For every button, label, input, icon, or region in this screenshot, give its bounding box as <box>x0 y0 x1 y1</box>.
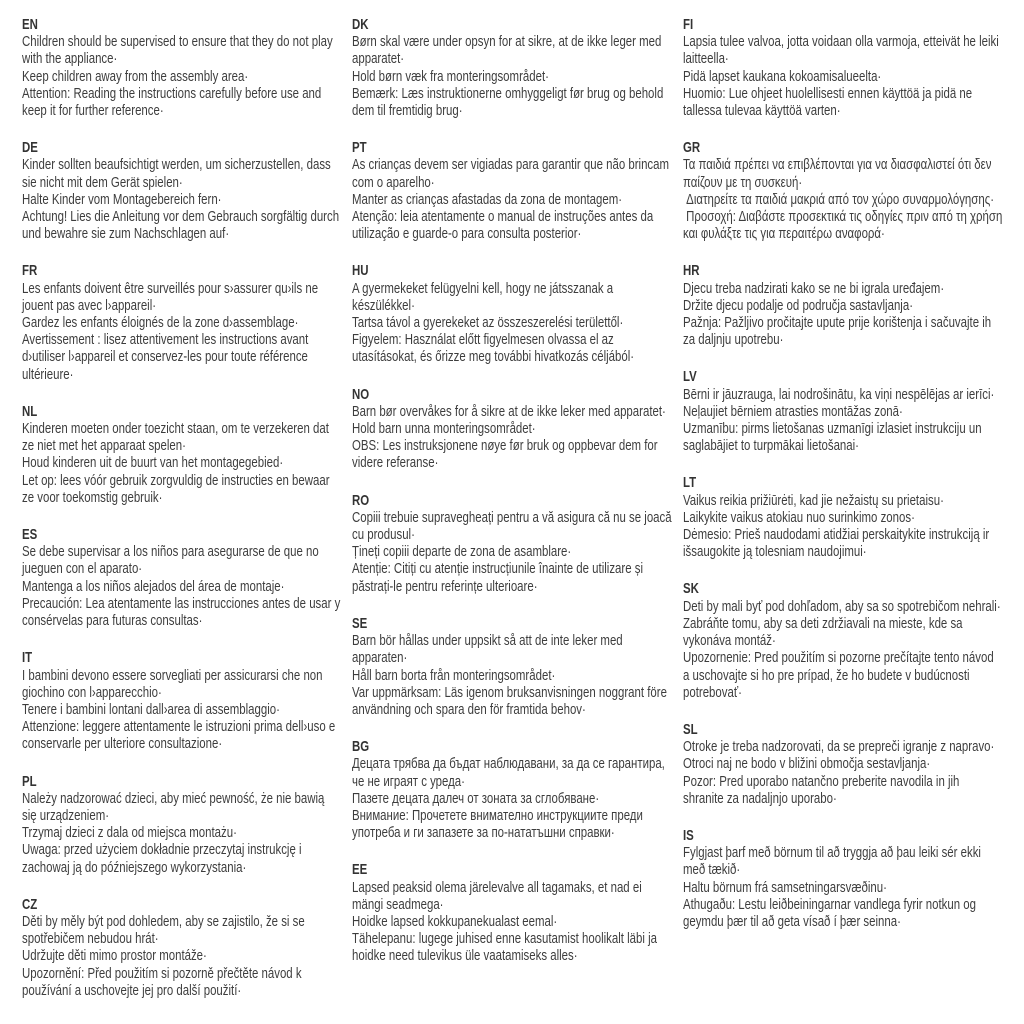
language-section-sl <box>683 721 1003 807</box>
language-code-heading: RO <box>352 491 370 509</box>
instruction-sentence: Upozornění: Před použitím si pozorně přečtěte návod k používání a uschovejte jej pro další použití· <box>22 964 305 999</box>
instruction-sentence: Let op: lees vóór gebruik zorgvuldig de instructies en bewaar ze voor toekomstig gebruik· <box>22 471 333 506</box>
instruction-sentence: Copiii trebuie supravegheați pentru a vă asigura că nu se joacă cu produsul· <box>352 508 675 544</box>
language-section-pt <box>352 139 672 242</box>
instruction-sentence: Håll barn borta från monteringsområdet· <box>352 666 556 684</box>
language-section-no <box>352 386 672 472</box>
language-section-hu <box>352 262 672 365</box>
language-code-heading: EN <box>22 16 38 33</box>
language-code-heading: LT <box>683 474 697 492</box>
language-section-ee <box>352 861 672 964</box>
language-section-hr <box>683 262 1003 348</box>
instruction-sentence: Lapsia tulee valvoa, jotta voidaan olla varmoja, etteivät he leiki laitteella· <box>683 33 1002 68</box>
instruction-sentence: Lapsed peaksid olema järelevalve all tagamaks, et nad ei mängi seadmega· <box>352 878 645 913</box>
instruction-sentence: Uzmanību: pirms lietošanas uzmanīgi izlasiet instrukciju un saglabājiet to turpmākai lietošanai· <box>683 420 985 455</box>
language-section-sk <box>683 580 1003 700</box>
language-code-heading: IT <box>22 649 33 667</box>
instruction-sentence: Se debe supervisar a los niños para asegurarse de que no jueguen con el aparato· <box>22 543 322 578</box>
language-code-heading: SK <box>683 580 699 598</box>
instruction-sentence: Atenção: leia atentamente o manual de instruções antes da utilização e guarde-o para consulta posterior· <box>352 208 657 243</box>
instruction-sentence: Vaikus reikia prižiūrėti, kad jie nežaistų su prietaisu· <box>683 491 944 509</box>
instruction-sentence: Bemærk: Læs instruktionerne omhyggeligt før brug og behold dem til fremtidig brug· <box>352 84 667 120</box>
instruction-sentence: Keep children away from the assembly area· <box>22 67 249 85</box>
language-code-heading: LV <box>683 368 697 386</box>
instruction-sentence: Należy nadzorować dzieci, aby mieć pewność, że nie bawią się urządzeniem· <box>22 789 328 824</box>
instruction-sentence: Athugaðu: Lestu leiðbeiningarnar vandlega fyrir notkun og geymdu þær til að geta vísað í þær seinna· <box>683 895 980 930</box>
instruction-sentence: Внимание: Прочетете внимателно инструкциите преди употреба и ги запазете за по-нататъшни справки· <box>352 806 647 842</box>
instruction-sentence: Udržujte děti mimo prostor montáže· <box>22 947 207 965</box>
language-code-heading: SL <box>683 720 698 738</box>
instruction-sentence: Halte Kinder vom Montagebereich fern· <box>22 190 222 208</box>
instruction-sentence: Neļaujiet bērniem atrasties montāžas zonā· <box>683 402 903 420</box>
instruction-sentence: Barn bør overvåkes for å sikre at de ikke leker med apparatet· <box>352 402 666 420</box>
instruction-sentence: Προσοχή: Διαβάστε προσεκτικά τις οδηγίες πριν από τη χρήση και φυλάξτε τις για περαιτέρω αναφορά· <box>683 208 1006 243</box>
language-section-lt <box>683 474 1003 560</box>
instruction-sentence: Tähelepanu: lugege juhised enne kasutamist hoolikalt läbi ja hoidke need tulevikus üle vaatamiseks alles· <box>352 930 661 965</box>
language-code-heading: PT <box>352 139 367 157</box>
instruction-sentence: A gyermekeket felügyelni kell, hogy ne játsszanak a készülékkel· <box>352 279 617 314</box>
instruction-sentence: Atenție: Citiți cu atenție instrucțiunile înainte de utilizare și păstrați-le pentru referințe ulterioare· <box>352 560 647 595</box>
instruction-sentence: I bambini devono essere sorvegliati per assicurarsi che non giochino con l›apparecchio· <box>22 666 326 701</box>
instruction-sentence: Kinder sollten beaufsichtigt werden, um sicherzustellen, dass sie nicht mit dem Gerät spielen· <box>22 156 334 191</box>
instruction-sentence: Deti by mali byť pod dohľadom, aby sa so spotrebičom nehrali· <box>683 597 1001 615</box>
language-code-heading: IS <box>683 826 694 844</box>
instruction-sentence: Houd kinderen uit de buurt van het montagegebied· <box>22 454 284 472</box>
language-section-nl <box>22 403 342 506</box>
instruction-sentence: Børn skal være under opsyn for at sikre, at de ikke leger med apparatet· <box>352 33 665 68</box>
instruction-sentence: Hold børn væk fra monteringsområdet· <box>352 67 549 85</box>
language-section-bg <box>352 738 672 841</box>
instruction-sentence: Fylgjast þarf með börnum til að tryggja að þau leiki sér ekki með tækið· <box>683 844 985 879</box>
instruction-sentence: Haltu börnum frá samsetningarsvæðinu· <box>683 878 887 896</box>
instruction-sentence: Děti by měly být pod dohledem, aby se zajistilo, že si se spotřebičem nebudou hrát· <box>22 912 308 948</box>
language-section-ro <box>352 491 675 595</box>
language-column <box>683 16 1006 950</box>
instruction-sentence: Uwaga: przed użyciem dokładnie przeczytaj instrukcję i zachowaj ją do późniejszego wykorzystania· <box>22 841 305 876</box>
instruction-sentence: Precaución: Lea atentamente las instrucciones antes de usar y consérvelas para futuras consultas· <box>22 594 344 630</box>
language-code-heading: FI <box>683 16 694 33</box>
instruction-sentence: Otroke je treba nadzorovati, da se prepreči igranje z napravo· <box>683 738 995 756</box>
instruction-sentence: Hold barn unna monteringsområdet· <box>352 420 536 438</box>
language-section-se <box>352 615 672 718</box>
language-section-de <box>22 139 342 242</box>
instruction-sentence: Les enfants doivent être surveillés pour s›assurer qu›ils ne jouent pas avec l›appareil· <box>22 279 322 314</box>
language-column <box>22 16 342 1019</box>
instruction-sentence: Τα παιδιά πρέπει να επιβλέπονται για να διασφαλιστεί ότι δεν παίζουν με τη συσκευή· <box>683 156 995 191</box>
instruction-sentence: Children should be supervised to ensure that they do not play with the appliance· <box>22 33 336 68</box>
language-section-lv <box>683 368 1003 454</box>
language-code-heading: ES <box>22 526 38 544</box>
instruction-sentence: Attenzione: leggere attentamente le istruzioni prima dell›uso e conservarle per ulteriore consultazione· <box>22 718 339 753</box>
language-section-dk <box>352 16 672 119</box>
instruction-sentence: Avertissement : lisez attentivement les instructions avant d›utiliser l›appareil et conservez-les pour toute référence ultérieure· <box>22 331 312 383</box>
instruction-sentence: Διατηρείτε τα παιδιά μακριά από τον χώρο συναρμολόγησης· <box>683 190 995 208</box>
language-section-cz <box>22 896 342 999</box>
language-section-it <box>22 649 342 752</box>
instruction-sentence: Pažnja: Pažljivo pročitajte upute prije korištenja i sačuvajte ih za daljnju upotrebu· <box>683 314 995 349</box>
instruction-sentence: Gardez les enfants éloignés de la zone d›assemblage· <box>22 314 299 332</box>
instruction-sentence: Laikykite vaikus atokiau nuo surinkimo zonos· <box>683 508 915 526</box>
instruction-sentence: Upozornenie: Pred použitím si pozorne prečítajte tento návod a uschovajte si ho pre prípad, že ho budete v budúcnosti potrebovať· <box>683 649 997 701</box>
instruction-sentence: Manter as crianças afastadas da zona de montagem· <box>352 190 623 208</box>
instruction-sentence: Bērni ir jāuzrauga, lai nodrošinātu, ka viņi nespēlējas ar ierīci· <box>683 385 995 403</box>
instruction-sentence: Figyelem: Használat előtt figyelmesen olvassa el az utasításokat, és őrizze meg további hivatkozás céljából· <box>352 331 635 366</box>
language-code-heading: FR <box>22 262 38 280</box>
language-section-fr <box>22 262 342 382</box>
instruction-sentence: Țineți copiii departe de zona de asamblare· <box>352 543 572 561</box>
instruction-sentence: Achtung! Lies die Anleitung vor dem Gebrauch sorgfältig durch und bewahre sie zum Nachschlagen auf· <box>22 208 343 243</box>
language-code-heading: CZ <box>22 895 38 913</box>
instruction-sentence: Kinderen moeten onder toezicht staan, om te verzekeren dat ze niet met het apparaat spelen· <box>22 420 333 455</box>
instruction-sentence: Var uppmärksam: Läs igenom bruksanvisningen noggrant före användning och spara den för framtida behov· <box>352 683 671 718</box>
instruction-sentence: Huomio: Lue ohjeet huolellisesti ennen käyttöä ja pidä ne tallessa tulevaa käyttöä varten· <box>683 84 976 120</box>
language-section-fi <box>683 16 1003 119</box>
language-code-heading: HR <box>683 262 700 280</box>
instruction-sentence: Trzymaj dzieci z dala od miejsca montażu· <box>22 824 237 842</box>
instruction-sentence: Držite djecu podalje od područja sastavljanja· <box>683 296 914 314</box>
language-code-heading: DK <box>352 16 369 33</box>
language-code-heading: GR <box>683 139 701 157</box>
language-section-es <box>22 526 342 629</box>
language-code-heading: SE <box>352 614 368 632</box>
instruction-sentence: Pozor: Pred uporabo natančno preberite navodila in jih shranite za nadaljnjo uporabo· <box>683 772 963 807</box>
instruction-sentence: Otroci naj ne bodo v bližini območja sestavljanja· <box>683 755 931 773</box>
language-section-pl <box>22 773 342 876</box>
instruction-sentence: Barn bör hållas under uppsikt så att de inte leker med apparaten· <box>352 632 626 667</box>
language-section-gr <box>683 139 1006 243</box>
language-code-heading: EE <box>352 861 368 879</box>
language-code-heading: HU <box>352 262 369 280</box>
instruction-sentence: Tartsa távol a gyerekeket az összeszerelési területtől· <box>352 314 624 332</box>
instruction-sentence: OBS: Les instruksjonene nøye før bruk og oppbevar dem for videre referanse· <box>352 437 661 472</box>
language-code-heading: PL <box>22 772 37 790</box>
language-code-heading: BG <box>352 738 370 756</box>
instruction-sentence: Attention: Reading the instructions carefully before use and keep it for further reference· <box>22 84 325 120</box>
instruction-sentence: Tenere i bambini lontani dall›area di assemblaggio· <box>22 700 280 718</box>
instruction-sentence: Zabráňte tomu, aby sa deti zdržiavali na mieste, kde sa vykonáva montáž· <box>683 614 966 650</box>
language-code-heading: DE <box>22 139 38 157</box>
instruction-sentence: Djecu treba nadzirati kako se ne bi igrala uređajem· <box>683 279 945 297</box>
instruction-sentence: Децата трябва да бъдат наблюдавани, за да се гарантира, че не играят с уреда· <box>352 755 669 790</box>
language-section-en <box>22 16 342 119</box>
language-column <box>352 16 675 985</box>
language-code-heading: NL <box>22 402 38 420</box>
instruction-sentence: Пазете децата далеч от зоната за сглобяване· <box>352 789 600 807</box>
instruction-sentence: Hoidke lapsed kokkupanekualast eemal· <box>352 912 558 930</box>
instruction-sentence: Dėmesio: Prieš naudodami atidžiai perskaitykite instrukciją ir išsaugokite ją tolesniam naudojimui· <box>683 526 993 561</box>
language-code-heading: NO <box>352 385 370 403</box>
instruction-sentence: Mantenga a los niños alejados del área de montaje· <box>22 577 285 595</box>
instruction-sentence: Pidä lapset kaukana kokoamisalueelta· <box>683 67 882 85</box>
language-section-is <box>683 827 1003 930</box>
instruction-sentence: As crianças devem ser vigiadas para garantir que não brincam com o aparelho· <box>352 156 673 191</box>
